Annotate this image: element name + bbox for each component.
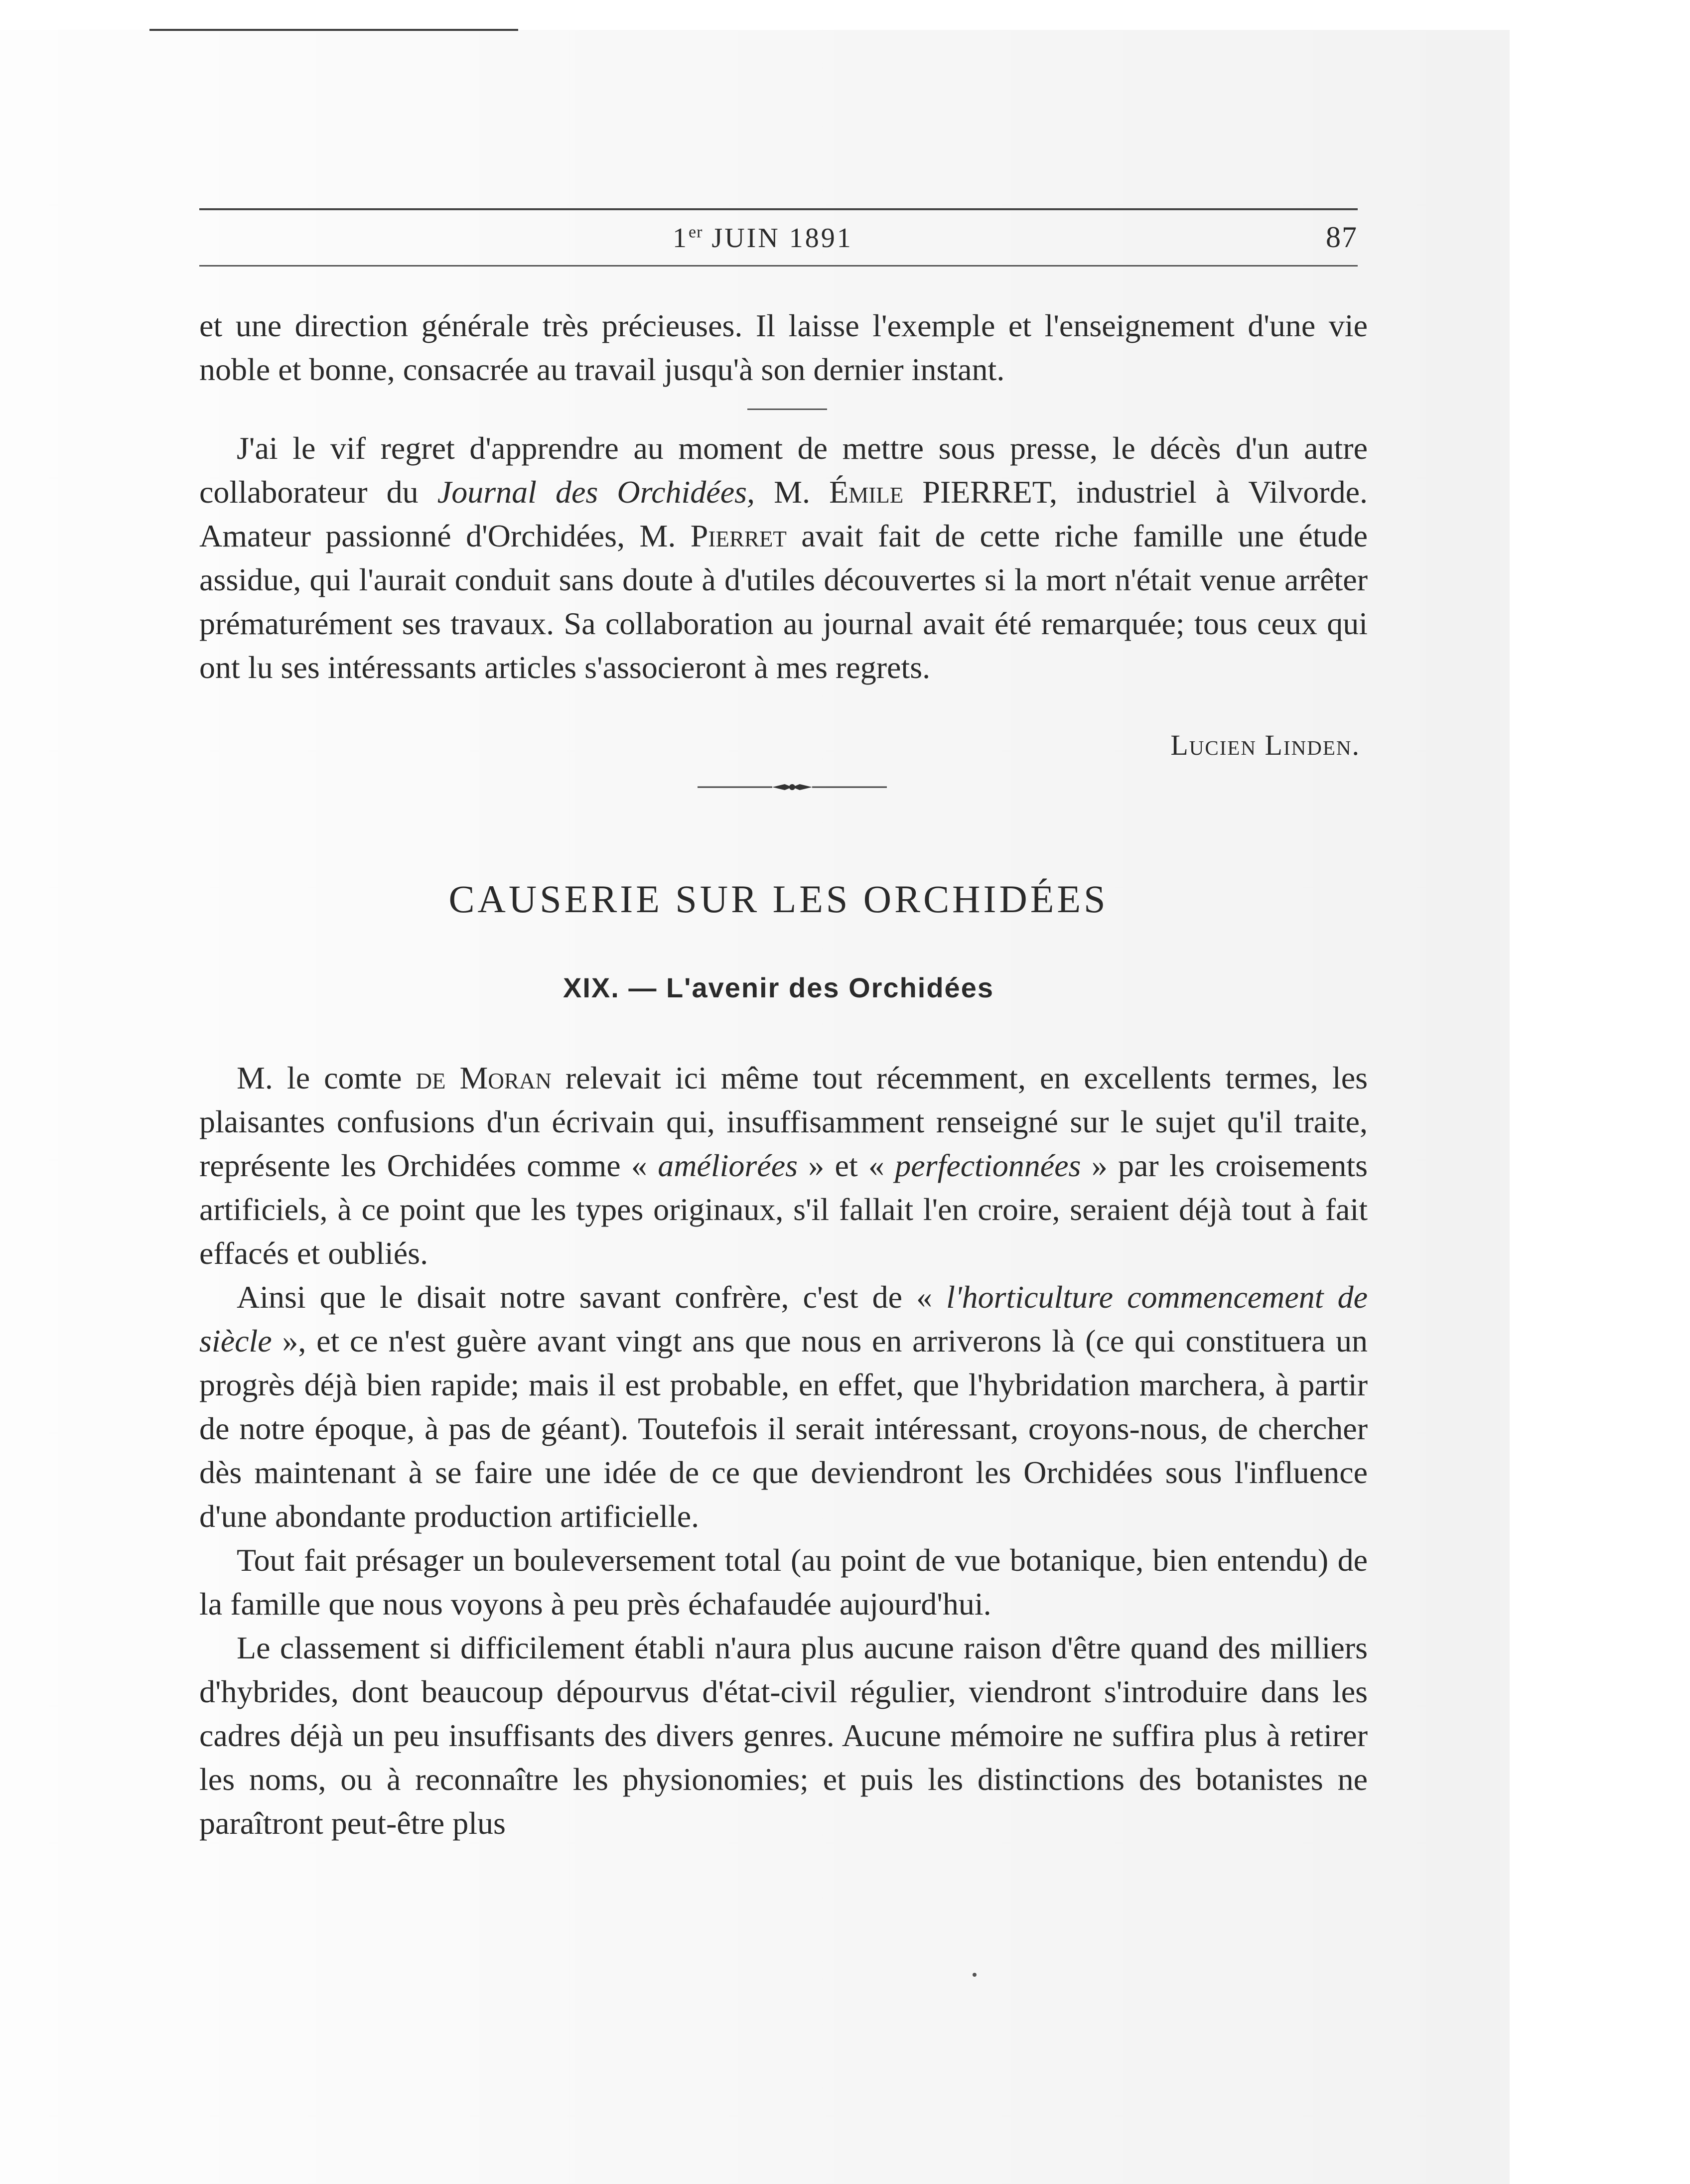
article-paragraph-1 bbox=[199, 1056, 1368, 1275]
ornament-divider bbox=[698, 777, 887, 797]
print-speck bbox=[973, 1973, 977, 1977]
header-rule-bottom bbox=[199, 265, 1358, 267]
article-p1b: relevait ici même tout récemment, en excellents termes, les plaisantes confusions d'un écrivain qui, insuffisamment renseigné sur le sujet qu'il traite, représente les Orchidées comme « bbox=[199, 1060, 1368, 1183]
article-p2a: Ainsi que le disait notre savant confrère, c'est de « bbox=[237, 1279, 947, 1315]
page-number: 87 bbox=[1326, 221, 1358, 254]
article-paragraph-3: Tout fait présager un bouleversement total (au point de vue botanique, bien entendu) de la famille que nous voyons à peu près échafaudée aujourd'hui. bbox=[199, 1542, 1368, 1622]
obituary-text-2b: M. bbox=[755, 474, 830, 510]
name-moran: de Moran bbox=[416, 1060, 552, 1095]
obituary-text-2c: PIERRET, industriel à Vilvorde. Amateur passionné d'Orchidées, M. bbox=[199, 474, 1368, 553]
running-head-month-year: JUIN 1891 bbox=[711, 223, 853, 254]
running-head-day-suffix: er bbox=[689, 223, 703, 242]
signature: Lucien Linden. bbox=[1170, 729, 1360, 761]
scan-edge-mark bbox=[149, 29, 518, 31]
running-head-date bbox=[673, 222, 853, 254]
obituary-paragraph-1 bbox=[199, 304, 1368, 392]
name-pierret: Pierret bbox=[690, 518, 787, 553]
article-p1d: » par les croisements artificiels, à ce point que les types originaux, s'il fallait l'en croire, seraient déjà tout à fait effacés et oubliés. bbox=[199, 1148, 1368, 1271]
term-perfectionnees: perfectionnées bbox=[895, 1148, 1081, 1183]
article-p1a: M. le comte bbox=[237, 1060, 416, 1095]
running-head-day: 1 bbox=[673, 223, 689, 254]
name-emile: Émile bbox=[829, 474, 904, 510]
section-title: CAUSERIE SUR LES ORCHIDÉES bbox=[448, 877, 1109, 921]
obituary-text-2d: avait fait de cette riche famille une étude assidue, qui l'aurait conduit sans doute à d'utiles découvertes si la mort n'était venue arrêter prématurément ses travaux. Sa collaboration au journal avait été remarquée; tous ceux qui ont lu ses intéressants articles s'associeront à mes regrets. bbox=[199, 518, 1368, 685]
section-subtitle: XIX. — L'avenir des Orchidées bbox=[563, 972, 994, 1003]
obituary-text-2a: J'ai le vif regret d'apprendre au moment de mettre sous presse, le décès d'un autre collaborateur du bbox=[199, 430, 1368, 510]
journal-title: Journal des Orchidées, bbox=[437, 474, 755, 510]
article-p2b: », et ce n'est guère avant vingt ans que nous en arriverons là (ce qui constituera un progrès déjà bien rapide; mais il est probable, en effet, que l'hybridation marchera, à partir de notre époque, à pas de géant). Toutefois il serait intéressant, croyons-nous, de chercher dès maintenant à se faire une idée de ce que deviendront les Orchidées sous l'influence d'une abondante production artificielle. bbox=[199, 1323, 1368, 1534]
article-body bbox=[199, 1056, 1368, 1845]
term-ameliorees: améliorées bbox=[658, 1148, 798, 1183]
running-head bbox=[199, 215, 1358, 260]
article-p1c: » et « bbox=[798, 1148, 895, 1183]
obituary-text-2 bbox=[199, 426, 1368, 689]
article-paragraph-4: Le classement si difficilement établi n'aura plus aucune raison d'être quand des milliers d'hybrides, dont beaucoup dépourvus d'état-civil régulier, viendront s'introduire dans les cadres déjà un peu insuffisants des divers genres. Aucune mémoire ne suffira plus à retirer les noms, ou à reconnaître les physionomies; et puis les distinctions des botanistes ne paraîtront peut-être plus bbox=[199, 1630, 1368, 1841]
paragraph-separator bbox=[747, 409, 827, 410]
header-rule-top bbox=[199, 208, 1358, 210]
quote-horticulture: l'horticulture commencement de siècle bbox=[199, 1279, 1368, 1359]
obituary-paragraph-2 bbox=[199, 426, 1368, 689]
article-paragraph-2 bbox=[199, 1275, 1368, 1538]
obituary-text-1: et une direction générale très précieuses. Il laisse l'exemple et l'enseignement d'une vie noble et bonne, consacrée au travail jusqu'à son dernier instant. bbox=[199, 308, 1368, 387]
